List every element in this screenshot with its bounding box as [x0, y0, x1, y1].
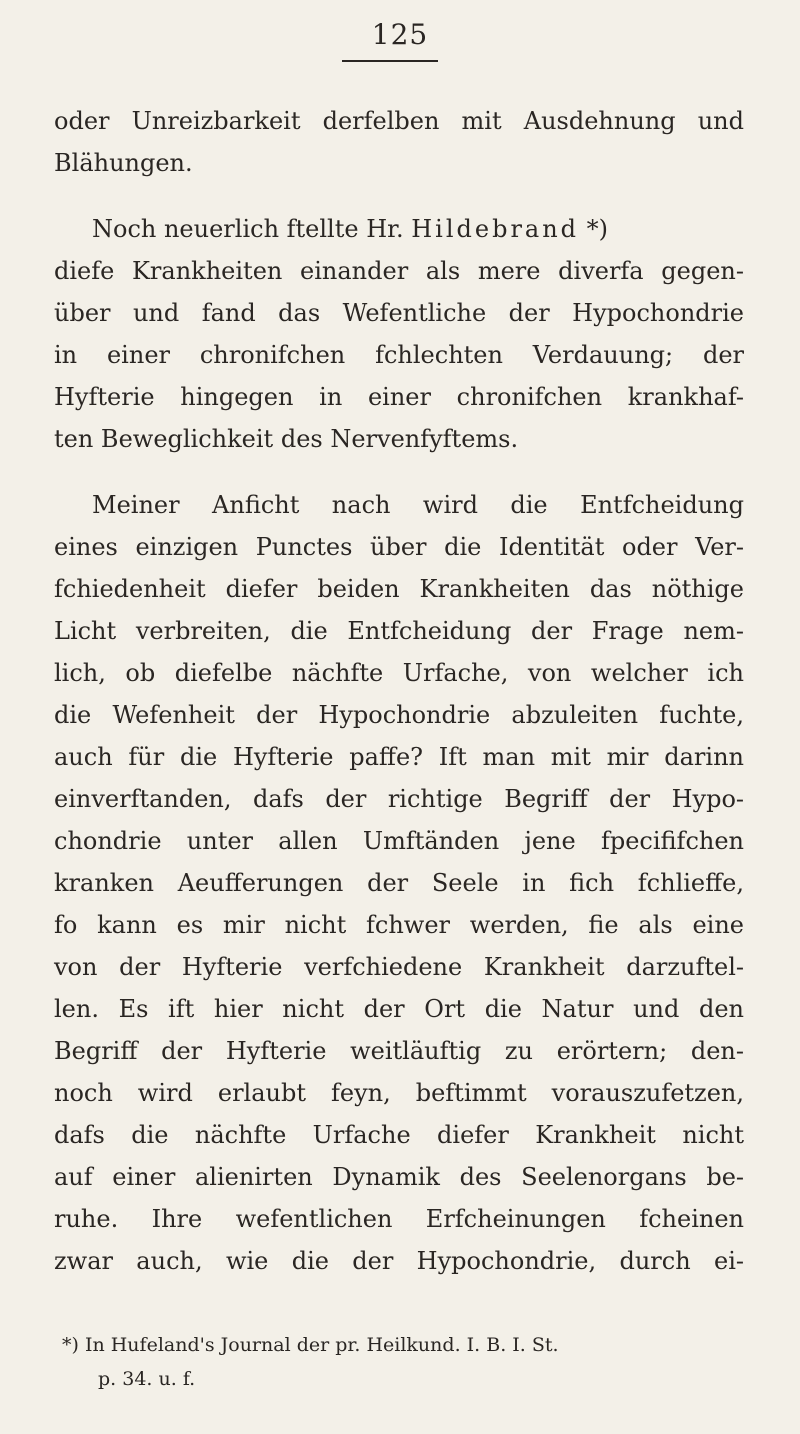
paragraph-1 — [54, 100, 744, 184]
text-line: über und fand das Wefentliche der Hypochondrie — [54, 299, 744, 327]
text-line: fo kann es mir nicht fchwer werden, fie als eine — [54, 911, 744, 939]
text-line: fchiedenheit diefer beiden Krankheiten das nöthige — [54, 575, 744, 603]
text-line: in einer chronifchen fchlechten Verdauung; der — [54, 341, 744, 369]
text-line: Hyfterie hingegen in einer chronifchen krankhaf- — [54, 383, 744, 411]
paragraph-gap — [54, 460, 744, 484]
text-line: noch wird erlaubt feyn, beftimmt vorauszufetzen, — [54, 1079, 744, 1107]
footnote — [62, 1328, 752, 1396]
footnote-reference: *) — [579, 215, 609, 243]
paragraph-gap — [54, 184, 744, 208]
text-line — [54, 208, 744, 250]
text-line: Blähungen. — [54, 149, 193, 177]
text-line: Begriff der Hyfterie weitläuftig zu erörtern; den- — [54, 1037, 744, 1065]
text-line: auch für die Hyfterie paffe? Ift man mit mir darinn — [54, 743, 744, 771]
text-line: zwar auch, wie die der Hypochondrie, durch ei- — [54, 1247, 744, 1275]
paragraph-2 — [54, 208, 744, 460]
text-line: kranken Aeufferungen der Seele in fich fchlieffe, — [54, 869, 744, 897]
paragraph-3 — [54, 484, 744, 1282]
main-text — [54, 100, 744, 1282]
text-line: von der Hyfterie verfchiedene Krankheit darzuftel- — [54, 953, 744, 981]
page-number: 125 — [371, 18, 429, 51]
text-line: lich, ob diefelbe nächfte Urfache, von welcher ich — [54, 659, 744, 687]
text-line: eines einzigen Punctes über die Identität oder Ver- — [54, 533, 744, 561]
text-line: diefe Krankheiten einander als mere diverfa gegen- — [54, 257, 744, 285]
author-name: Hildebrand — [411, 215, 580, 243]
footnote-line: p. 34. u. f. — [98, 1368, 196, 1390]
text-line: die Wefenheit der Hypochondrie abzuleiten fuchte, — [54, 701, 744, 729]
text-line: len. Es ift hier nicht der Ort die Natur und den — [54, 995, 744, 1023]
text-line: auf einer alienirten Dynamik des Seelenorgans be- — [54, 1163, 744, 1191]
footnote-line: *) In Hufeland's Journal der pr. Heilkund. I. B. I. St. — [62, 1334, 559, 1356]
text-line: einverftanden, dafs der richtige Begriff der Hypo- — [54, 785, 744, 813]
text-line: dafs die nächfte Urfache diefer Krankheit nicht — [54, 1121, 744, 1149]
text-line: ruhe. Ihre wefentlichen Erfcheinungen fcheinen — [54, 1205, 744, 1233]
page-number-rule — [342, 60, 438, 62]
text-line: oder Unreizbarkeit derfelben mit Ausdehnung und — [54, 107, 744, 135]
text-line: chondrie unter allen Umftänden jene fpecififchen — [54, 827, 744, 855]
text-segment: Noch neuerlich ftellte Hr. — [92, 215, 412, 243]
text-line: Licht verbreiten, die Entfcheidung der Frage nem- — [54, 617, 744, 645]
text-line: Meiner Anficht nach wird die Entfcheidung — [92, 491, 744, 519]
text-line: ten Beweglichkeit des Nervenfyftems. — [54, 425, 519, 453]
